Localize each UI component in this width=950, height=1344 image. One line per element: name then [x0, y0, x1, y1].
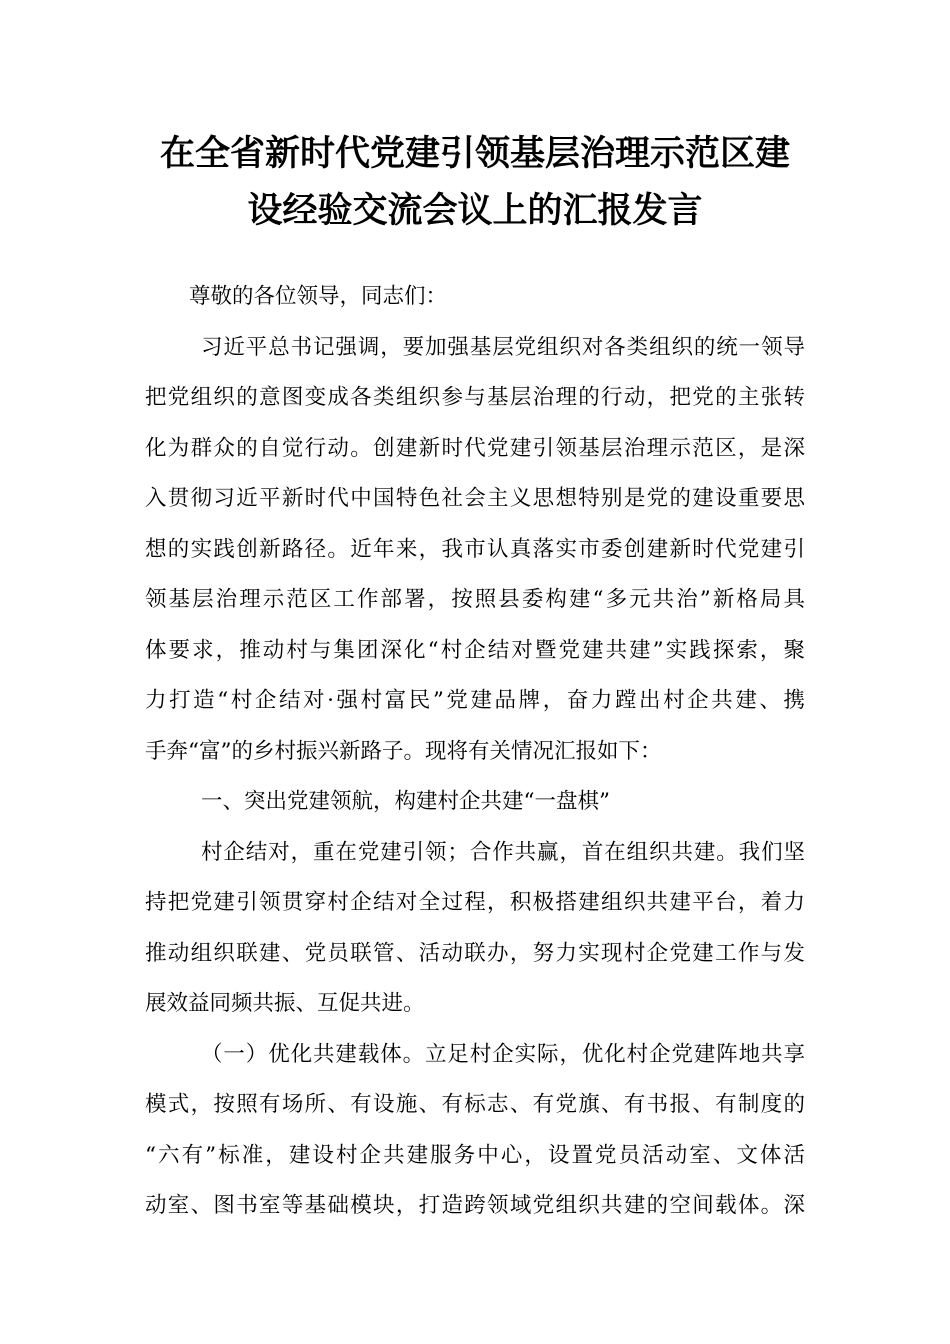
paragraph-line: 推动组织联建、党员联管、活动联办，努力实现村企党建工作与发	[145, 940, 805, 966]
paragraph-section-1	[145, 828, 805, 1030]
title-line-1: 在全省新时代党建引领基层治理示范区建	[159, 134, 790, 174]
paragraph-line: 入贯彻习近平新时代中国特色社会主义思想特别是党的建设重要思	[145, 486, 805, 511]
section-heading-1	[145, 777, 805, 828]
title-line-2: 设经验交流会议上的汇报发言	[247, 191, 703, 231]
paragraph-line: 展效益同频共振、互促共进。	[145, 991, 425, 1016]
paragraph-line: 想的实践创新路径。近年来，我市认真落实市委创建新时代党建引	[145, 536, 805, 562]
section-heading-text: 一、突出党建领航，构建村企共建“一盘棋”	[201, 789, 610, 814]
salutation	[145, 272, 805, 323]
paragraph-line: 手奔“富”的乡村振兴新路子。现将有关情况汇报如下：	[145, 738, 662, 764]
document-title	[145, 126, 805, 240]
paragraph-line: “六有”标准，建设村企共建服务中心，设置党员活动室、文体活	[145, 1142, 805, 1168]
paragraph-line: 力打造“村企结对·强村富民”党建品牌，奋力蹚出村企共建、携	[145, 688, 805, 713]
document-body	[145, 272, 805, 1232]
paragraph-subsection-1	[145, 1030, 805, 1232]
paragraph-line: （一）优化共建载体。立足村企实际，优化村企党建阵地共享	[201, 1041, 805, 1067]
paragraph-line: 村企结对，重在党建引领；合作共赢，首在组织共建。我们坚	[201, 839, 805, 865]
paragraph-intro	[145, 323, 805, 778]
paragraph-line: 持把党建引领贯穿村企结对全过程，积极搭建组织共建平台，着力	[145, 890, 805, 915]
salutation-text: 尊敬的各位领导，同志们：	[189, 284, 448, 309]
paragraph-line: 领基层治理示范区工作部署，按照县委构建“多元共治”新格局具	[145, 587, 805, 612]
paragraph-line: 模式，按照有场所、有设施、有标志、有党旗、有书报、有制度的	[145, 1092, 805, 1117]
paragraph-line: 化为群众的自觉行动。创建新时代党建引领基层治理示范区，是深	[145, 435, 805, 461]
paragraph-line: 习近平总书记强调，要加强基层党组织对各类组织的统一领导	[201, 334, 805, 360]
paragraph-line: 体要求，推动村与集团深化“村企结对暨党建共建”实践探索，聚	[145, 637, 805, 663]
paragraph-line: 动室、图书室等基础模块，打造跨领域党组织共建的空间载体。深	[145, 1193, 805, 1218]
paragraph-line: 把党组织的意图变成各类组织参与基层治理的行动，把党的主张转	[145, 385, 805, 410]
